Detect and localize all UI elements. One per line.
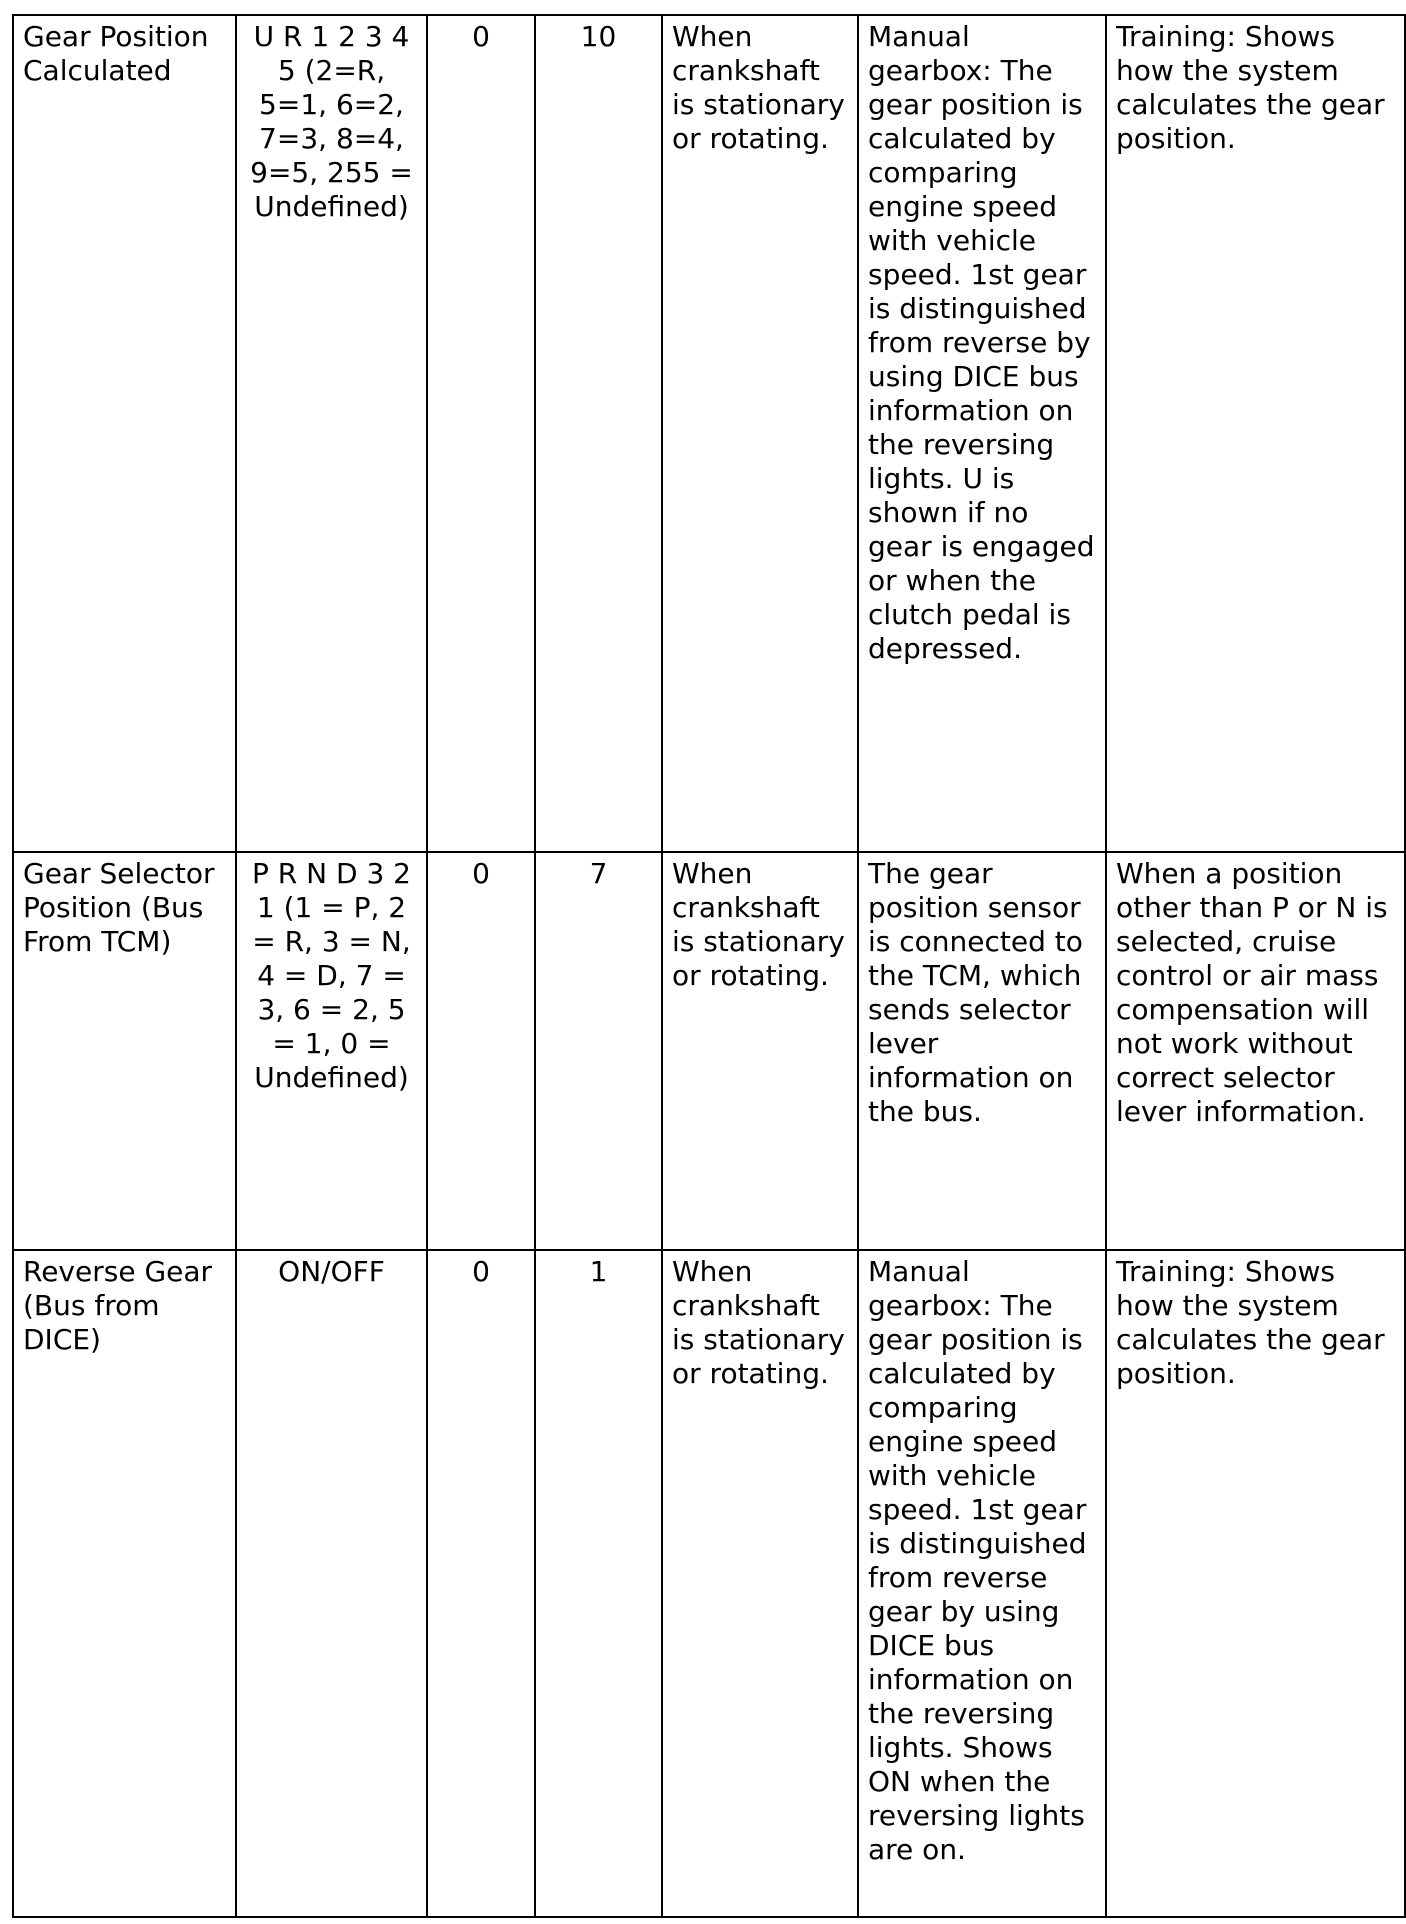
parameter-note: Training: Shows how the system calculates the gear position. [1106, 1250, 1405, 1917]
parameter-min: 0 [427, 852, 535, 1250]
parameter-note: When a position other than P or N is selected, cruise control or air mass compensation will not work without correct selector lever information. [1106, 852, 1405, 1250]
table-row [13, 15, 1405, 852]
parameter-condition: When crankshaft is stationary or rotating. [662, 1250, 858, 1917]
parameter-description: Manual gearbox: The gear position is calculated by comparing engine speed with vehicle speed. 1st gear is distinguished from reverse by using DICE bus information on the reversing lights. U is shown if no gear is engaged or when the clutch pedal is depressed. [858, 15, 1106, 852]
parameter-condition: When crankshaft is stationary or rotating. [662, 15, 858, 852]
parameter-max: 1 [535, 1250, 662, 1917]
parameter-name: Gear Position Calculated [13, 15, 236, 852]
parameter-values: U R 1 2 3 4 5 (2=R, 5=1, 6=2, 7=3, 8=4, 9=5, 255 = Undefined) [236, 15, 427, 852]
parameter-name: Gear Selector Position (Bus From TCM) [13, 852, 236, 1250]
parameter-description: The gear position sensor is connected to the TCM, which sends selector lever information on the bus. [858, 852, 1106, 1250]
parameter-description: Manual gearbox: The gear position is calculated by comparing engine speed with vehicle speed. 1st gear is distinguished from reverse gear by using DICE bus information on the reversing lights. Shows ON when the reversing lights are on. [858, 1250, 1106, 1917]
table-row [13, 1250, 1405, 1917]
parameter-min: 0 [427, 15, 535, 852]
parameter-table [12, 14, 1406, 1918]
parameter-min: 0 [427, 1250, 535, 1917]
table-row [13, 852, 1405, 1250]
parameter-values: P R N D 3 2 1 (1 = P, 2 = R, 3 = N, 4 = D, 7 = 3, 6 = 2, 5 = 1, 0 = Undefined) [236, 852, 427, 1250]
parameter-note: Training: Shows how the system calculates the gear position. [1106, 15, 1405, 852]
parameter-name: Reverse Gear (Bus from DICE) [13, 1250, 236, 1917]
parameter-condition: When crankshaft is stationary or rotating. [662, 852, 858, 1250]
parameter-max: 10 [535, 15, 662, 852]
parameter-values: ON/OFF [236, 1250, 427, 1917]
parameter-max: 7 [535, 852, 662, 1250]
